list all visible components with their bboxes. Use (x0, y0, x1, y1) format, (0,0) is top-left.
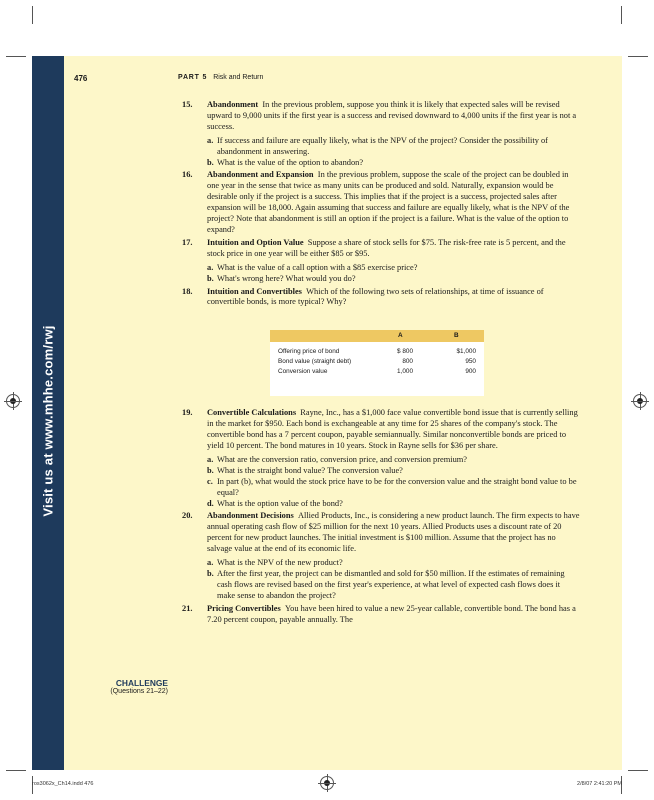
problem-text: Which of the following two sets of relationships, at time of issuance of convertible bonds, is more typical? Why? (207, 286, 544, 307)
problem-text: In the previous problem, suppose you think it is likely that expected sales will be revised upward to 9,000 units if the first year is a success and revised downward to 4,000 units if the first year is not a success. (207, 100, 577, 131)
part-title: Risk and Return (213, 74, 264, 81)
challenge-label (88, 678, 168, 695)
crop-mark (6, 770, 26, 771)
registration-mark-icon (6, 394, 20, 408)
problem-part (207, 477, 580, 499)
problem-number: 17. (182, 237, 193, 247)
problem-text: Allied Products, Inc., is considering a new product launch. The firm expects to have annual operating cash flow of $25 million for the next 10 years. Allied Products uses a discount rate of 20 percent for new product launches. The initial investment is $100 million. Assume that the project has no salvage value at the end of its economic life. (207, 511, 580, 554)
column-header-a: A (398, 332, 403, 340)
part-letter: b. (207, 465, 214, 475)
problem-part (207, 158, 580, 169)
table-row (270, 348, 484, 357)
challenge-range: (Questions 21–22) (110, 688, 168, 695)
problem-15 (182, 100, 580, 168)
part-label: PART 5 (178, 74, 208, 81)
registration-mark-icon (320, 776, 334, 790)
problem-number: 16. (182, 170, 193, 180)
column-header-b: B (454, 332, 459, 340)
table-container (182, 310, 580, 408)
problem-part (207, 499, 580, 510)
problem-16 (182, 170, 580, 235)
problem-title: Abandonment (207, 100, 259, 109)
problem-text: Suppose a share of stock sells for $75. The risk-free rate is 5 percent, and the stock price in one year will be either $85 or $95. (207, 237, 566, 258)
crop-mark (628, 770, 648, 771)
part-text: In part (b), what would the stock price have to be for the conversion value and the straight bond value to be equal? (217, 476, 577, 497)
part-text: What are the conversion ratio, conversion price, and conversion premium? (217, 454, 467, 464)
table-header (270, 330, 484, 342)
running-head (178, 74, 263, 81)
part-text: After the first year, the project can be dismantled and sold for $50 million. If the estimates of remaining cash flows are revised based on the first year's experience, at what level of expected cash flows does it make sense to abandon the project? (217, 569, 565, 600)
problem-title: Intuition and Convertibles (207, 286, 302, 296)
crop-mark (32, 6, 33, 24)
problem-text: You have been hired to value a new 25-year callable, convertible bond. The bond has a 7.20 percent coupon, payable annually. The (207, 603, 576, 624)
problem-body (207, 170, 580, 235)
part-letter: a. (207, 558, 214, 568)
side-tab (32, 56, 64, 770)
problem-list (182, 100, 580, 628)
problem-title: Pricing Convertibles (207, 603, 281, 613)
problem-title: Intuition and Option Value (207, 237, 304, 247)
part-text: What is the straight bond value? The conversion value? (217, 465, 403, 475)
bond-relationships-table (270, 330, 484, 396)
problem-body (207, 604, 580, 626)
problem-body (207, 287, 580, 309)
problem-title: Abandonment Decisions (207, 511, 294, 521)
problem-part (207, 263, 580, 274)
problem-19 (182, 408, 580, 509)
problem-number: 18. (182, 286, 193, 296)
problem-18 (182, 287, 580, 309)
problem-text: Rayne, Inc., has a $1,000 face value convertible bond issue that is currently selling in the market for $950. Each bond is exchangeable at any time for 25 shares of the company's stock. The convertible bond has a 7 percent coupon, payable semiannually. Similar nonconvertible bonds are priced to yield 10 percent. The bond matures in 10 years. Stock in Rayne sells for $36 per share. (207, 408, 578, 451)
row-label: Bond value (straight debt) (278, 358, 352, 366)
part-text: What is the option value of the bond? (217, 498, 343, 508)
cell-a: $ 800 (397, 348, 413, 356)
problem-body (207, 238, 580, 260)
part-letter: b. (207, 157, 214, 167)
row-label: Offering price of bond (278, 348, 340, 356)
problem-text: In the previous problem, suppose the scale of the project can be doubled in one year in the sense that twice as many units can be produced and sold. Naturally, expansion would be desirable only if the project is a success. This implies that if the project is a success, projected sales after expansion will be 18,000. Again assuming that success and failure are equally likely, what is the NPV of the project? Note that abandonment is still an option if the project is a failure. What is the value of the option to expand? (207, 170, 570, 234)
footer-file: ros3062x_Ch14.indd 476 (32, 781, 94, 787)
part-letter: c. (207, 476, 213, 486)
problem-part (207, 455, 580, 466)
problem-part (207, 136, 580, 158)
row-label: Conversion value (278, 368, 328, 376)
crop-mark (628, 56, 648, 57)
part-letter: b. (207, 569, 214, 578)
problem-number: 21. (182, 603, 193, 613)
challenge-title: CHALLENGE (115, 678, 168, 688)
textbook-page (32, 56, 622, 770)
part-text: If success and failure are equally likely, what is the NPV of the project? Consider the possibility of abandonment in answering. (217, 135, 548, 156)
problem-part (207, 274, 580, 285)
problem-21 (182, 604, 580, 626)
part-text: What is the value of a call option with a $85 exercise price? (217, 262, 418, 272)
registration-mark-icon (633, 394, 647, 408)
part-text: What is the value of the option to abandon? (217, 157, 364, 167)
cell-b: 950 (465, 358, 476, 366)
problem-body (207, 100, 580, 133)
part-letter: d. (207, 498, 214, 508)
problem-part (207, 466, 580, 477)
problem-part (207, 558, 580, 569)
part-text: What's wrong here? What would you do? (217, 273, 356, 283)
problem-title: Abandonment and Expansion (207, 170, 314, 180)
cell-b: $1,000 (456, 348, 476, 356)
problem-body (207, 511, 580, 555)
side-tab-url: Visit us at www.mhhe.com/rwj (40, 325, 56, 517)
crop-mark (621, 6, 622, 24)
page-number: 476 (74, 74, 88, 83)
problem-17 (182, 238, 580, 285)
cell-a: 800 (402, 358, 413, 366)
problem-body (207, 408, 580, 452)
table-row (270, 368, 484, 377)
part-letter: a. (207, 135, 214, 145)
cell-b: 900 (465, 368, 476, 376)
part-letter: a. (207, 454, 214, 464)
problem-number: 20. (182, 511, 193, 521)
problem-part (207, 569, 580, 602)
part-letter: b. (207, 273, 214, 283)
cell-a: 1,000 (397, 368, 413, 376)
part-letter: a. (207, 262, 214, 272)
problem-number: 19. (182, 408, 193, 418)
problem-title: Convertible Calculations (207, 408, 297, 418)
part-text: What is the NPV of the new product? (217, 558, 343, 568)
table-row (270, 358, 484, 367)
crop-mark (6, 56, 26, 57)
footer-timestamp: 2/8/07 2:41:20 PM (577, 781, 622, 787)
problem-number: 15. (182, 100, 193, 109)
problem-20 (182, 511, 580, 601)
